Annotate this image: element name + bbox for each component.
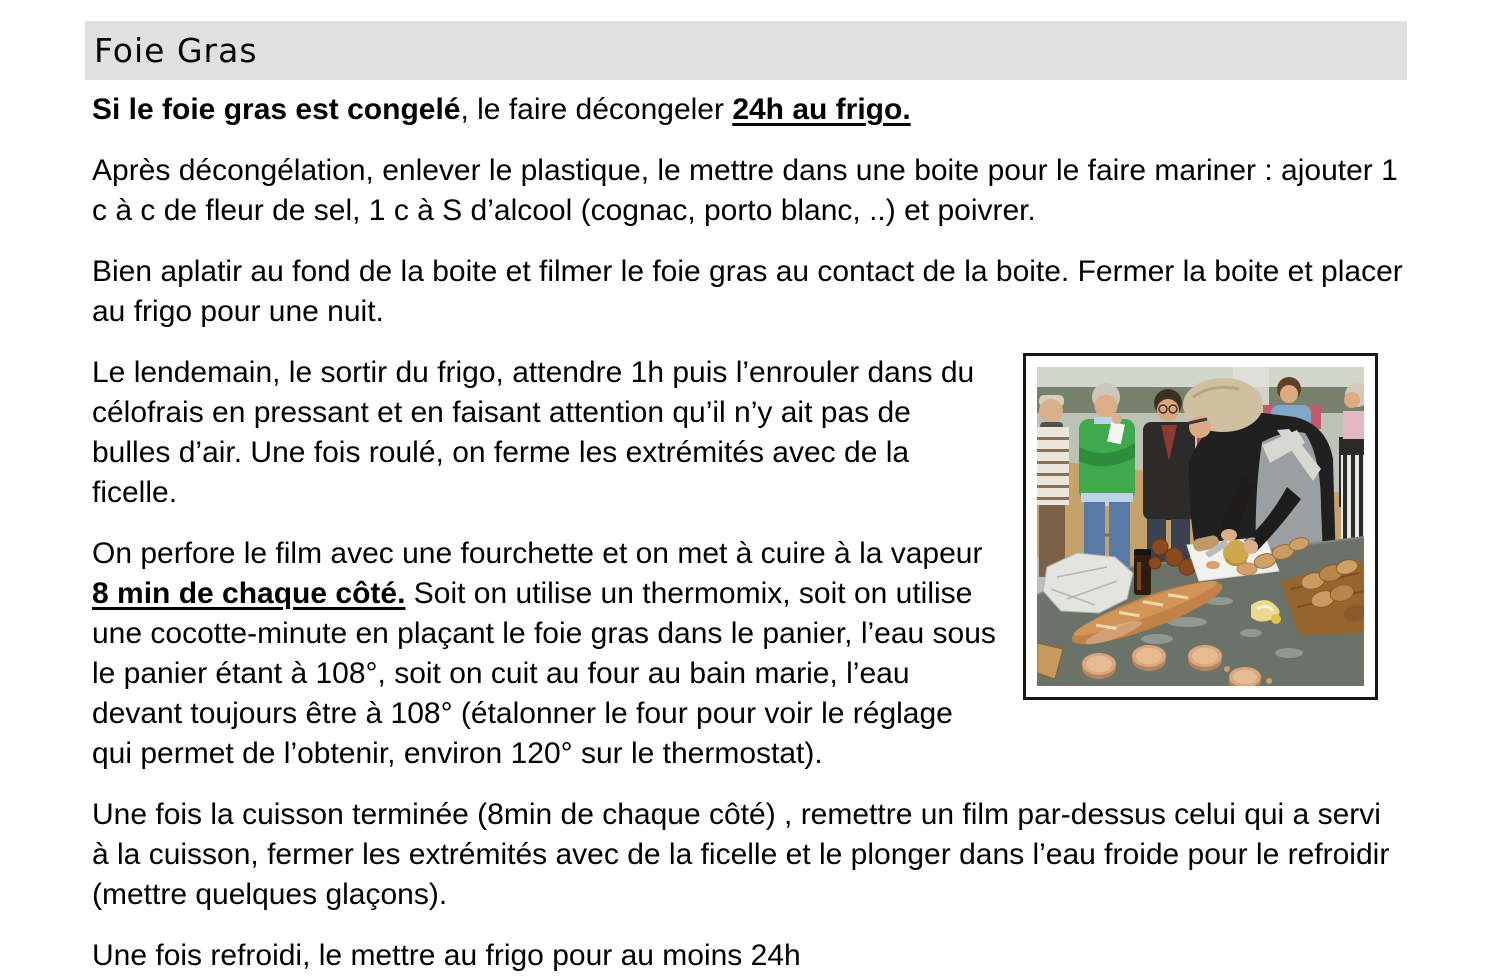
text-run-bold: Si le foie gras est congelé <box>92 93 461 126</box>
paragraph-flatten: Bien aplatir au fond de la boite et filmer le foie gras au contact de la boite. Fermer la boite et placer au frigo pour une nuit. <box>92 255 1403 328</box>
text-run-bold-underline: 24h au frigo. <box>732 93 911 126</box>
text-run: On perfore le film avec une fourchette et on met à cuire à la vapeur <box>92 537 983 570</box>
text-run-bold-underline: 8 min de chaque côté. <box>92 577 406 610</box>
document-body <box>85 80 1407 976</box>
paragraph-cool: Une fois la cuisson terminée (8min de chaque côté) , remettre un film par-dessus celui qui a servi à la cuisson, fermer les extrémités avec de la ficelle et le plonger dans l’eau froide pour le refroidir (mettre quelques glaçons). <box>92 798 1390 911</box>
text-run: , le faire décongeler <box>460 93 733 126</box>
title-bar <box>85 21 1407 80</box>
photo-spice-jar <box>1134 549 1151 595</box>
cooking-workshop-photo <box>1023 353 1378 700</box>
paragraph-store: Une fois refroidi, le mettre au frigo pour au moins 24h <box>92 939 801 972</box>
text-run: Soit on utilise un thermomix, soit on utilise une cocotte-minute en plaçant le foie gras dans le panier, l’eau sous le panier étant à 108°, soit on cuit au four au bain marie, l’eau devant toujours être à 108° (étalonner le four pour voir le réglage qui permet de l’obtenir, environ 120° sur le thermostat). <box>92 577 996 770</box>
paragraph-roll: Le lendemain, le sortir du frigo, attendre 1h puis l’enrouler dans du célofrais en pressant et en faisant attention qu’il n’y ait pas de bulles d’air. Une fois roulé, on ferme les extrémités avec de la ficelle. <box>92 356 975 509</box>
paragraph-marinade: Après décongélation, enlever le plastique, le mettre dans une boite pour le faire mariner : ajouter 1 c à c de fleur de sel, 1 c à S d’alcool (cognac, porto blanc, ..) et poivrer. <box>92 154 1398 227</box>
document-title: Foie Gras <box>94 31 258 70</box>
paragraph-defrost <box>92 90 1403 130</box>
cooking-workshop-illustration <box>1037 367 1364 686</box>
